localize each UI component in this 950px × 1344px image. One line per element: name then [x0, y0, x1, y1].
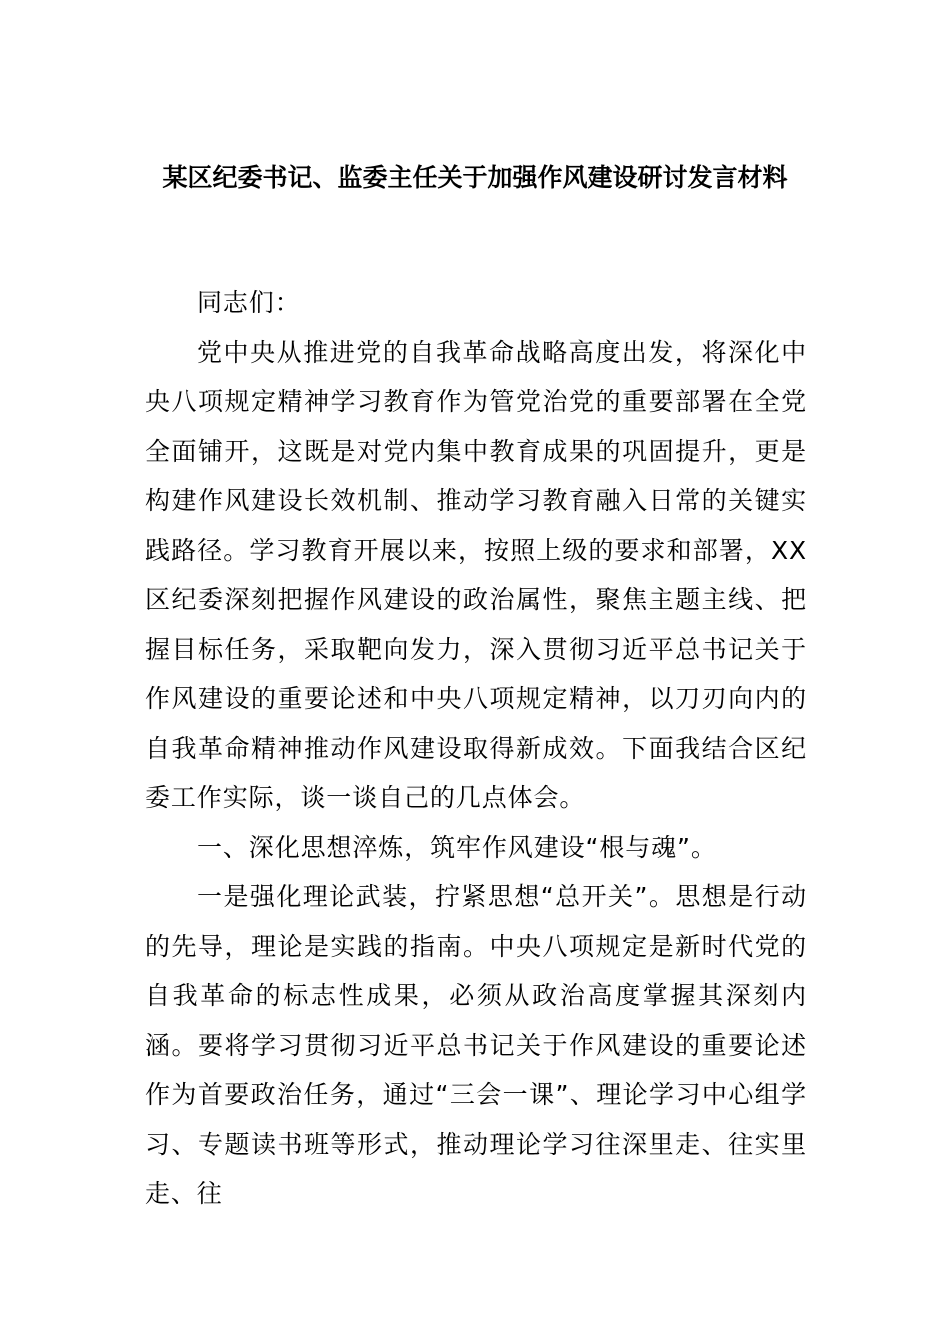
paragraph-intro: 党中央从推进党的自我革命战略高度出发，将深化中央八项规定精神学习教育作为管党治党的重要部署在全党全面铺开，这既是对党内集中教育成果的巩固提升，更是构建作风建设长效机制、推动学习教育融入日常的关键实践路径。学习教育开展以来，按照上级的要求和部署，XX区纪委深刻把握作风建设的政治属性，聚焦主题主线、把握目标任务，采取靶向发力，深入贯彻习近平总书记关于作风建设的重要论述和中央八项规定精神，以刀刃向内的自我革命精神推动作风建设取得新成效。下面我结合区纪委工作实际，谈一谈自己的几点体会。 — [145, 337, 807, 812]
document-title: 某区纪委书记、监委主任关于加强作风建设研讨发言材料 — [162, 163, 788, 192]
section-heading-1: 一、深化思想淬炼，筑牢作风建设“根与魂”。 — [197, 832, 717, 862]
salutation: 同志们： — [197, 288, 301, 317]
document-body — [145, 278, 807, 1219]
paragraph-point-1: 一是强化理论武装，拧紧思想“总开关”。思想是行动的先导，理论是实践的指南。中央八项规定是新时代党的自我革命的标志性成果，必须从政治高度掌握其深刻内涵。要将学习贯彻习近平总书记关于作风建设的重要论述作为首要政治任务，通过“三会一课”、理论学习中心组学习、专题读书班等形式，推动理论学习往深里走、往实里走、往 — [145, 882, 807, 1208]
